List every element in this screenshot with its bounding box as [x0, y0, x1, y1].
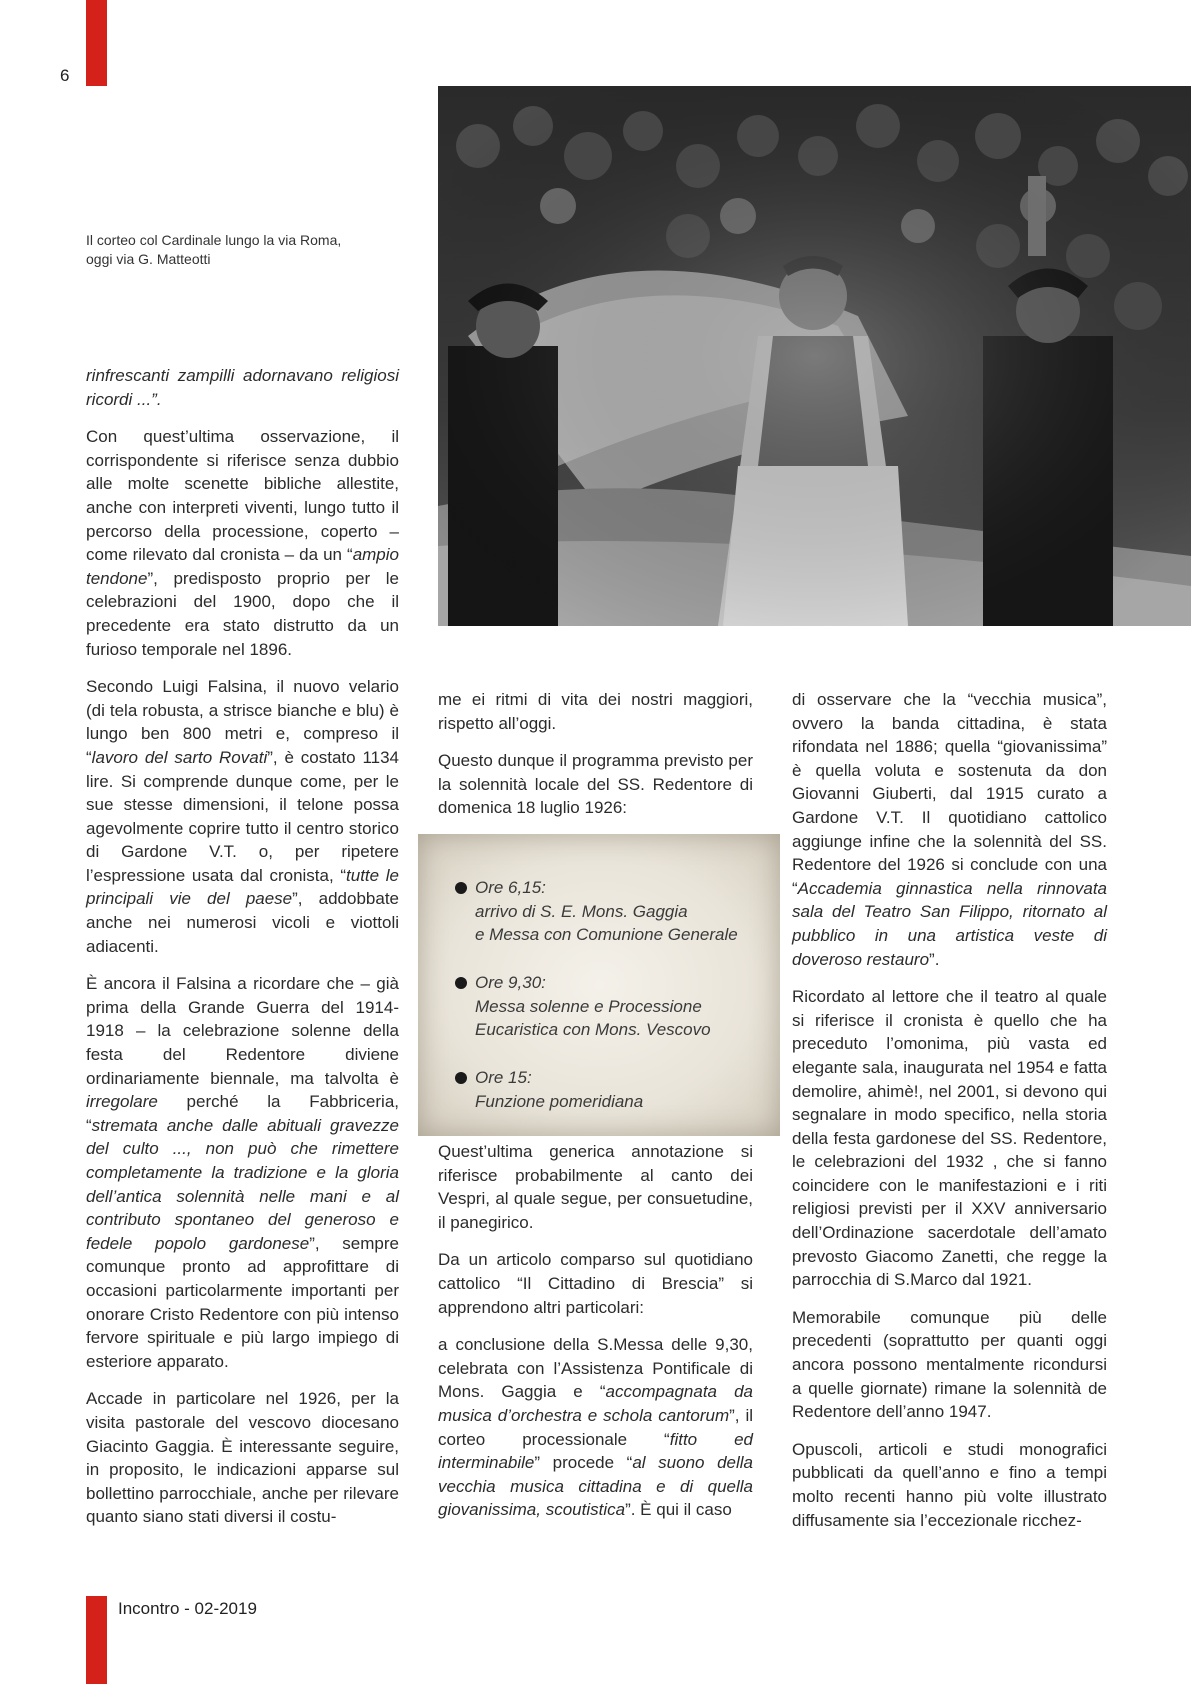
italic-text: lavoro del sarto Rovati	[91, 747, 268, 767]
paragraph: Accade in particolare nel 1926, per la visita pastorale del vescovo diocesano Giacinto Gaggia. È interessante seguire, in proposito, le indicazioni apparse sul bollettino parrocchiale, anche per rilevare quanto siano stati diversi il costu-	[86, 1389, 399, 1527]
text-run: ”. È qui il caso	[625, 1500, 732, 1520]
bullet-icon	[455, 882, 467, 894]
program-box	[418, 834, 780, 1136]
paragraph: Opuscoli, articoli e studi monografici pubblicati da quell’anno e fino a tempi molto recenti hanno più volte illustrato diffusamente sia l’eccezionale ricchez-	[792, 1439, 1107, 1530]
program-item	[455, 971, 775, 1042]
text-run: ” procede “	[534, 1453, 633, 1473]
text-run: ”, predisposto proprio per le celebrazioni del 1900, dopo che il precedente era stato distrutto da un furioso temporale nel 1896.	[86, 568, 399, 659]
italic-text: tutte le principali vie del paese	[86, 865, 399, 909]
program-line: e Messa con Comunione Generale	[475, 925, 738, 945]
text-run: Secondo Luigi Falsina, il nuovo velario (di tela robusta, a strisce bianche e blu) è lungo ben 800 metri e, compreso il “	[86, 677, 399, 767]
italic-text: stremata anche dalle abituali gravezze del culto ..., non può che rimettere completamente la tradizione e la gloria dell’antica solennità nelle mani e al contributo spontaneo del generoso e fedele popolo gardonese	[86, 1115, 399, 1253]
photo-caption	[86, 231, 386, 269]
text-run: a conclusione della S.Messa delle 9,30, celebrata con l’Assistenza Pontificale di Mons. Gaggia e “	[438, 1335, 753, 1402]
text-run: Con quest’ultima osservazione, il corrispondente si riferisce senza dubbio alle molte scenette bibliche allestite, anche con interpreti viventi, lungo tutto il percorso della processione, coperto – come rilevato dal cronista – da un “	[86, 427, 399, 565]
italic-text: ampio tendone	[86, 545, 399, 588]
caption-line: oggi via G. Matteotti	[86, 251, 211, 267]
paragraph	[792, 688, 1107, 971]
program-time: Ore 15:	[475, 1068, 532, 1087]
procession-photo	[438, 86, 1191, 626]
italic-text: accompagnata da musica d’orchestra e schola cantorum	[438, 1382, 753, 1425]
paragraph: Da un articolo comparso sul quotidiano cattolico “Il Cittadino di Brescia” si apprendono altri particolari:	[438, 1250, 753, 1317]
text-run: ”, addobbate anche nei numerosi vicoli e viottoli adiacenti.	[86, 889, 399, 956]
program-line: arrivo di S. E. Mons. Gaggia	[475, 901, 688, 921]
text-run: ”, il corteo processionale “	[438, 1405, 753, 1449]
program-item	[455, 1066, 775, 1113]
paragraph	[86, 425, 399, 661]
program-line: Messa solenne e Processione	[475, 996, 702, 1016]
text-column-3	[792, 688, 1107, 1546]
bullet-icon	[455, 977, 467, 989]
program-time: Ore 9,30:	[475, 973, 546, 992]
text-run: ”, sempre comunque pronto ad approfittare di occasioni particolarmente importanti per onorare Cristo Redentore con più intenso fervore spirituale e più largo impiego di esteriore apparato.	[86, 1233, 399, 1371]
program-line: Funzione pomeridiana	[475, 1091, 644, 1111]
bullet-icon	[455, 1072, 467, 1084]
bottom-accent-bar	[86, 1596, 107, 1684]
page-number: 6	[60, 66, 70, 85]
paragraph: Memorabile comunque più delle precedenti (soprattutto per quanti oggi ancora possono mentalmente ricondursi a quelle giornate) rimane la solennità de Redentore dell’anno 1947.	[792, 1307, 1107, 1422]
italic-text: fitto ed interminabile	[438, 1429, 753, 1473]
footer-issue: Incontro - 02-2019	[118, 1599, 257, 1618]
caption-line: Il corteo col Cardinale lungo la via Roma,	[86, 232, 342, 248]
text-run: perché la Fabbriceria, “	[86, 1092, 399, 1135]
program-line: Eucaristica con Mons. Vescovo	[475, 1020, 711, 1040]
paragraph	[86, 675, 399, 958]
text-run: ”, è costato 1134 lire. Si comprende dunque come, per le sue stesse dimensioni, il telone possa agevolmente coprire tutto il centro storico di Gardone V.T. o, per ripetere l’espressione usata dal cronista, “	[86, 747, 400, 885]
paragraph	[86, 364, 399, 411]
italic-text: rinfrescanti zampilli adornavano religiosi ricordi ...”.	[86, 366, 399, 409]
paragraph	[86, 972, 399, 1373]
top-accent-bar	[86, 0, 107, 86]
paragraph: Questo dunque il programma previsto per la solennità locale del SS. Redentore di domenica 18 luglio 1926:	[438, 751, 753, 818]
paragraph: me ei ritmi di vita dei nostri maggiori, rispetto all’oggi.	[438, 690, 753, 733]
program-time: Ore 6,15:	[475, 878, 546, 897]
program-item	[455, 876, 775, 947]
text-run: È ancora il Falsina a ricordare che – già prima della Grande Guerra del 1914-1918 – la celebrazione solenne della festa del Redentore diviene ordinariamente biennale, ma talvolta è	[86, 974, 399, 1088]
paragraph	[438, 1333, 753, 1522]
paragraph: Quest’ultima generica annotazione si riferisce probabilmente al canto dei Vespri, al quale segue, per consuetudine, il panegirico.	[438, 1141, 753, 1232]
text-run: di osservare che la “vecchia musica”, ovvero la banda cittadina, è stata rifondata nel 1886; quella “giovanissima” è quella voluta e sostenuta da don Giovanni Giuberti, dal 1915 curato a Gardone V.T. Il quotidiano cattolico aggiunge infine che la solennità del SS. Redentore del 1926 si conclude con una “	[792, 690, 1107, 898]
text-run: ”.	[929, 949, 940, 969]
italic-text: irregolare	[86, 1092, 158, 1112]
text-column-1	[86, 364, 399, 1543]
italic-text: Accademia ginnastica nella rinnovata sala del Teatro San Filippo, ritornato al pubblico in una artistica veste di doveroso restauro	[792, 878, 1107, 969]
paragraph: Ricordato al lettore che il teatro al quale si riferisce il cronista è quello che ha preceduto l’omonima, più vasta ed elegante sala, inaugurata nel 1954 e fatta demolire, ahimè!, nel 2001, si devono qui segnalare in modo specifico, nella storia della festa gardonese del SS. Redentore, le celebrazioni del 1932 , che si fanno coincidere con le manifestazioni e i riti religiosi previsti per il XXV anniversario dell’Ordinazione sacerdotale dell’amato prevosto Giacomo Zanetti, che regge la parrocchia di S.Marco dal 1921.	[792, 987, 1107, 1290]
photo-illustration	[438, 86, 1191, 626]
italic-text: al suono della vecchia musica cittadina e di quella giovanissima, scoutistica	[438, 1453, 753, 1520]
